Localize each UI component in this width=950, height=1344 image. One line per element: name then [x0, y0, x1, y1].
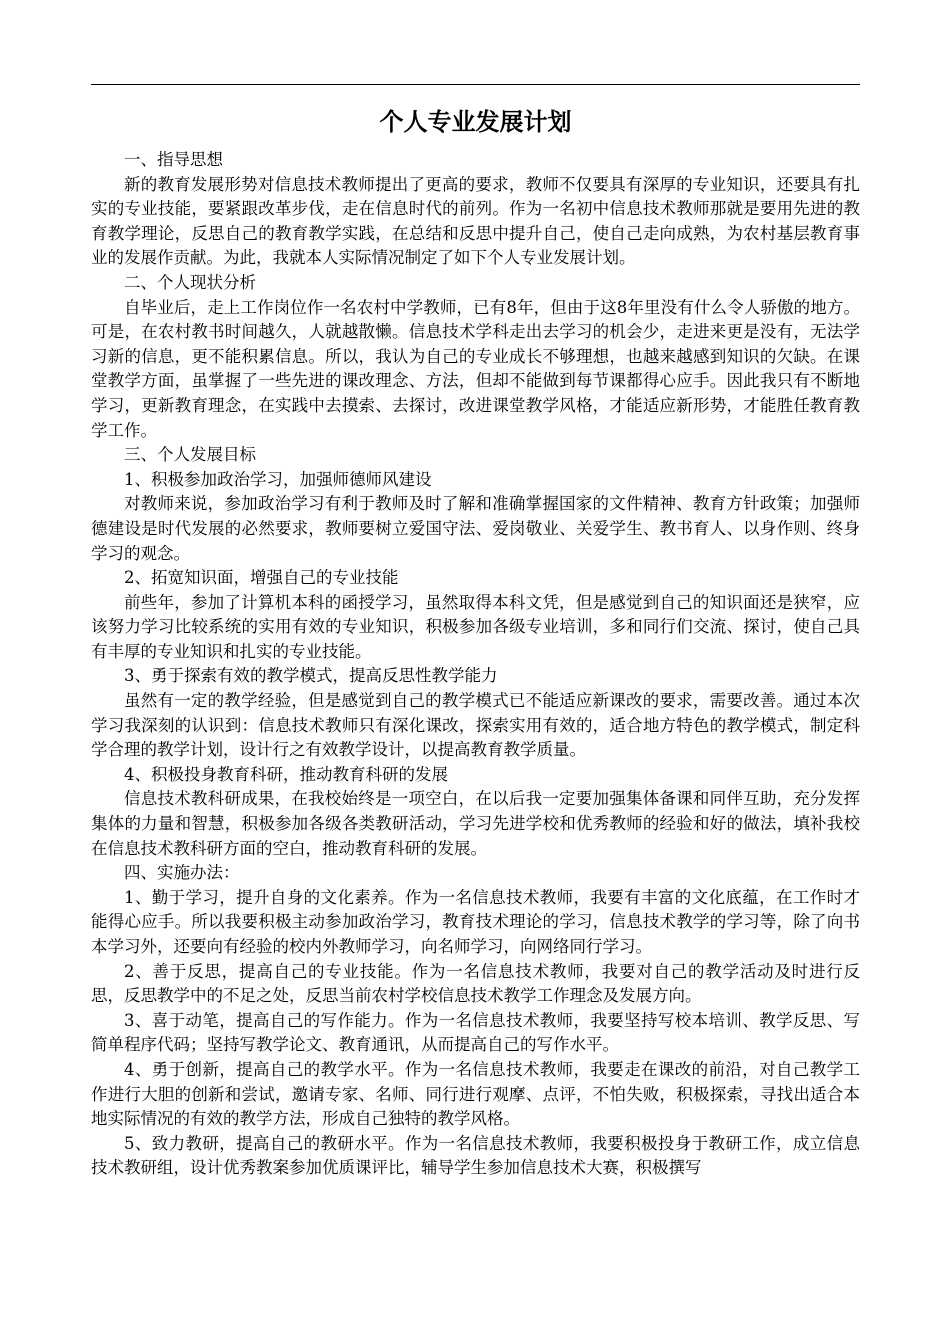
subheading: 3、勇于探索有效的教学模式，提高反思性教学能力 [124, 666, 498, 686]
subheading: 2、拓宽知识面，增强自己的专业技能 [124, 568, 399, 588]
paragraph: 1、勤于学习，提升自身的文化素养。作为一名信息技术教师，我要有丰富的文化底蕴，在工作时才能得心应手。所以我要积极主动参加政治学习，教育技术理论的学习，信息技术教学的学习等，除了向书本学习外，还要向有经验的校内外教师学习，向名师学习，向网络同行学习。 [91, 887, 860, 956]
subheading: 1、积极参加政治学习，加强师德师风建设 [124, 469, 432, 489]
paragraph: 对教师来说，参加政治学习有利于教师及时了解和准确掌握国家的文件精神、教育方针政策；加强师德建设是时代发展的必然要求，教师要树立爱国守法、爱岗敬业、关爱学生、教书育人、以身作则、终身学习的观念。 [91, 494, 860, 563]
paragraph: 信息技术教科研成果，在我校始终是一项空白，在以后我一定要加强集体备课和同伴互助，充分发挥集体的力量和智慧，积极参加各级各类教研活动，学习先进学校和优秀教师的经验和好的做法，填补我校在信息技术教科研方面的空白，推动教育科研的发展。 [91, 789, 860, 858]
paragraph: 虽然有一定的教学经验，但是感觉到自己的教学模式已不能适应新课改的要求，需要改善。通过本次学习我深刻的认识到：信息技术教师只有深化课改，探索实用有效的，适合地方特色的教学模式，制定科学合理的教学计划，设计行之有效教学设计，以提高教育教学质量。 [91, 691, 860, 760]
section-heading-guiding-thought: 一、指导思想 [124, 150, 223, 169]
section-heading-implementation: 四、实施办法： [124, 863, 240, 883]
paragraph: 自毕业后，走上工作岗位作一名农村中学教师，已有8年，但由于这8年里没有什么令人骄傲的地方。可是，在农村教书时间越久，人就越散懒。信息技术学科走出去学习的机会少，走进来更是没有，无法学习新的信息，更不能积累信息。所以，我认为自己的专业成长不够理想，也越来越感到知识的欠缺。在课堂教学方面，虽掌握了一些先进的课改理念、方法，但却不能做到每节课都得心应手。因此我只有不断地学习，更新教育理念，在实践中去摸索、去探讨，改进课堂教学风格，才能适应新形势，才能胜任教育教学工作。 [91, 297, 860, 440]
document-title: 个人专业发展计划 [379, 107, 572, 136]
section-heading-development-goals: 三、个人发展目标 [124, 445, 256, 465]
header-rule [91, 84, 860, 85]
paragraph: 3、喜于动笔，提高自己的写作能力。作为一名信息技术教师，我要坚持写校本培训、教学反思、写简单程序代码；坚持写教学论文、教育通讯，从而提高自己的写作水平。 [91, 1010, 860, 1055]
paragraph: 5、致力教研，提高自己的教研水平。作为一名信息技术教师，我要积极投身于教研工作，成立信息技术教研组，设计优秀教案参加优质课评比，辅导学生参加信息技术大赛，积极撰写 [91, 1133, 860, 1178]
section-heading-status-analysis: 二、个人现状分析 [124, 272, 256, 292]
paragraph: 前些年，参加了计算机本科的函授学习，虽然取得本科文凭，但是感觉到自己的知识面还是狭窄，应该努力学习比较系统的实用有效的专业知识，积极参加各级专业培训，多和同行们交流、探讨，使自己具有丰厚的专业知识和扎实的专业技能。 [91, 592, 860, 661]
paragraph: 2、善于反思，提高自己的专业技能。作为一名信息技术教师，我要对自己的教学活动及时进行反思，反思教学中的不足之处，反思当前农村学校信息技术教学工作理念及发展方向。 [91, 961, 860, 1006]
paragraph: 新的教育发展形势对信息技术教师提出了更高的要求，教师不仅要具有深厚的专业知识，还要具有扎实的专业技能，要紧跟改革步伐，走在信息时代的前列。作为一名初中信息技术教师那就是要用先进的教育教学理论，反思自己的教育教学实践，在总结和反思中提升自己，使自己走向成熟，为农村基层教育事业的发展作贡献。为此，我就本人实际情况制定了如下个人专业发展计划。 [91, 174, 860, 268]
paragraph: 4、勇于创新，提高自己的教学水平。作为一名信息技术教师，我要走在课改的前沿，对自己教学工作进行大胆的创新和尝试，邀请专家、名师、同行进行观摩、点评，不怕失败，积极探索，寻找出适合本地实际情况的有效的教学方法，形成自己独特的教学风格。 [91, 1059, 860, 1129]
document-body [91, 148, 860, 1181]
subheading: 4、积极投身教育科研，推动教育科研的发展 [124, 764, 448, 784]
